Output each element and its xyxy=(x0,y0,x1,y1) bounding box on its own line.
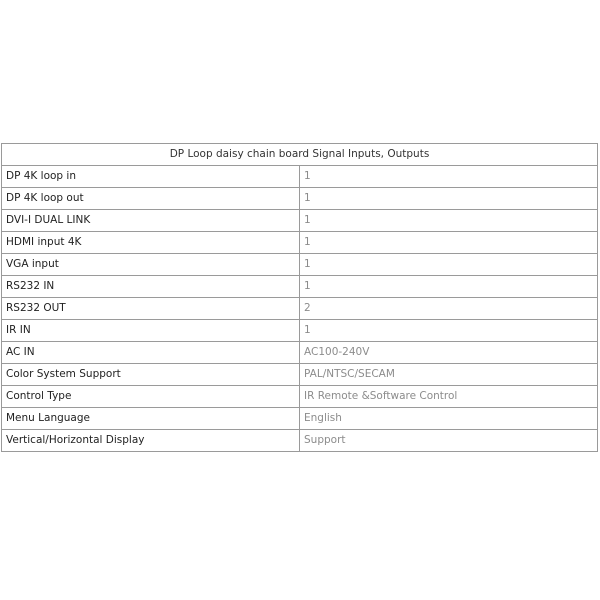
row-value: 1 xyxy=(300,254,598,276)
row-value: AC100-240V xyxy=(300,342,598,364)
spec-table-body xyxy=(2,144,598,452)
row-value: PAL/NTSC/SECAM xyxy=(300,364,598,386)
row-key: Color System Support xyxy=(2,364,300,386)
row-value: 1 xyxy=(300,188,598,210)
row-value: 1 xyxy=(300,320,598,342)
table-row xyxy=(2,210,598,232)
row-value: 1 xyxy=(300,276,598,298)
row-key: AC IN xyxy=(2,342,300,364)
row-value: 1 xyxy=(300,210,598,232)
table-row xyxy=(2,232,598,254)
row-key: RS232 OUT xyxy=(2,298,300,320)
table-row xyxy=(2,386,598,408)
row-value: English xyxy=(300,408,598,430)
table-row xyxy=(2,408,598,430)
row-key: Control Type xyxy=(2,386,300,408)
row-value: 1 xyxy=(300,232,598,254)
table-row xyxy=(2,342,598,364)
row-key: DVI-I DUAL LINK xyxy=(2,210,300,232)
table-row xyxy=(2,276,598,298)
table-caption-row xyxy=(2,144,598,166)
row-key: HDMI input 4K xyxy=(2,232,300,254)
table-row xyxy=(2,320,598,342)
row-key: Vertical/Horizontal Display xyxy=(2,430,300,452)
table-caption: DP Loop daisy chain board Signal Inputs, Outputs xyxy=(2,144,598,166)
row-key: RS232 IN xyxy=(2,276,300,298)
row-value: 1 xyxy=(300,166,598,188)
row-value: 2 xyxy=(300,298,598,320)
table-row xyxy=(2,298,598,320)
table-row xyxy=(2,188,598,210)
row-value: IR Remote &Software Control xyxy=(300,386,598,408)
table-row xyxy=(2,166,598,188)
row-value: Support xyxy=(300,430,598,452)
row-key: DP 4K loop out xyxy=(2,188,300,210)
spec-table xyxy=(1,143,598,452)
table-row xyxy=(2,430,598,452)
table-row xyxy=(2,364,598,386)
row-key: Menu Language xyxy=(2,408,300,430)
row-key: IR IN xyxy=(2,320,300,342)
row-key: VGA input xyxy=(2,254,300,276)
row-key: DP 4K loop in xyxy=(2,166,300,188)
table-row xyxy=(2,254,598,276)
